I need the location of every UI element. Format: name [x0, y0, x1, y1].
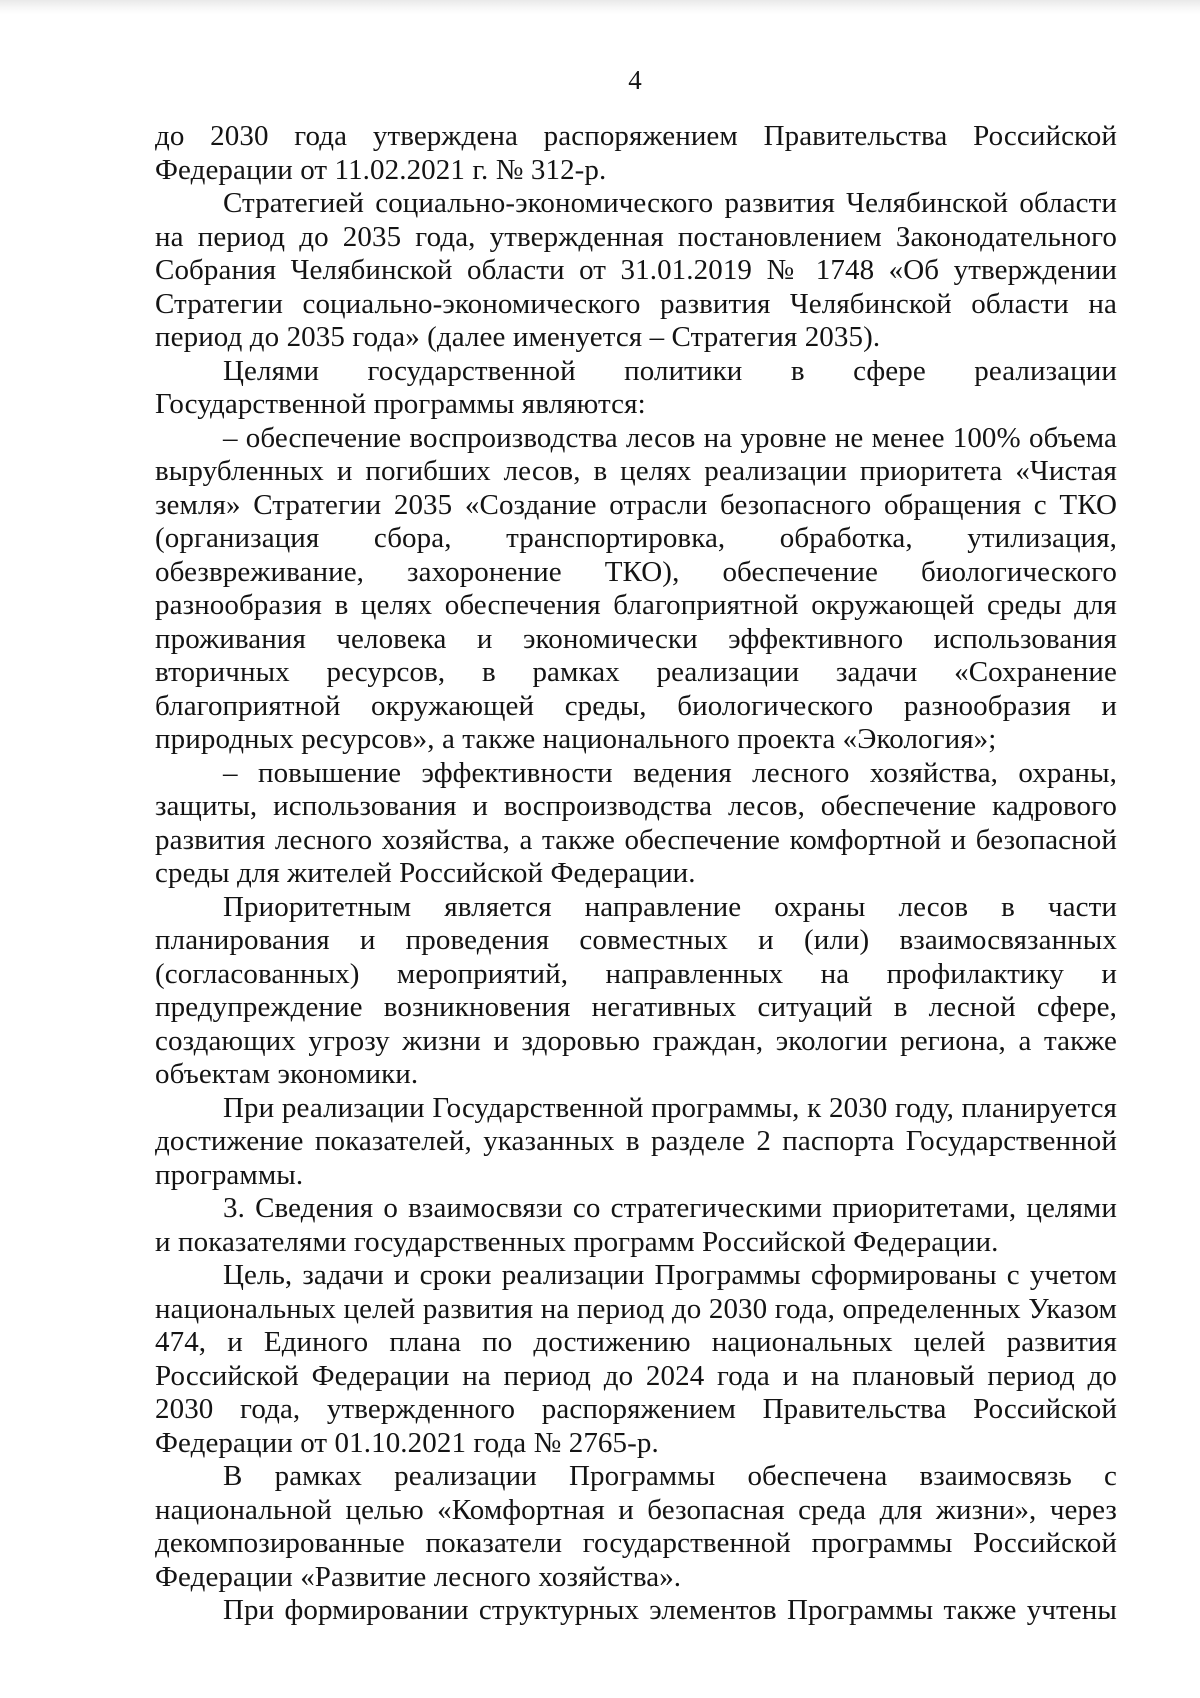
paragraph-continuation: до 2030 года утверждена распоряжением Правительства Российской Федерации от 11.02.2021 г. № 312-р.: [155, 120, 1117, 186]
paragraph-indicators-2030: При реализации Государственной программы, к 2030 году, планируется достижение показателей, указанных в разделе 2 паспорта Государственной программы.: [155, 1091, 1117, 1191]
paragraph-national-goals: Цель, задачи и сроки реализации Программы сформированы с учетом национальных целей развития на период до 2030 года, определенных Указом 474, и Единого плана по достижению национальных целей развития Российской Федерации на период до 2024 года и на плановый период до 2030 года, утвержденного распоряжением Правительства Российской Федерации от 01.10.2021 года № 2765-р.: [155, 1259, 1117, 1459]
paragraph-national-goal-link: В рамках реализации Программы обеспечена взаимосвязь с национальной целью «Комфортная и безопасная среда для жизни», через декомпозированные показатели государственной программы Российской Федерации «Развитие лесного хозяйства».: [155, 1460, 1117, 1593]
paragraph-structural-elements: При формировании структурных элементов Программы также учтены: [223, 1594, 1117, 1626]
section-heading-3: 3. Сведения о взаимосвязи со стратегическими приоритетами, целями и показателями государственных программ Российской Федерации.: [155, 1192, 1117, 1258]
paragraph-policy-goals: Целями государственной политики в сфере реализации Государственной программы являются:: [155, 354, 1117, 420]
scan-edge: [0, 0, 1200, 14]
document-body: [155, 120, 1117, 1628]
paragraph-priority-protection: Приоритетным является направление охраны лесов в части планирования и проведения совместных и (или) взаимосвязанных (согласованных) мероприятий, направленных на профилактику и предупреждение возникновения негативных ситуаций в лесной сфере, создающих угрозу жизни и здоровью граждан, экологии региона, а также объектам экономики.: [155, 890, 1117, 1090]
paragraph-goal-reforestation: – обеспечение воспроизводства лесов на уровне не менее 100% объема вырубленных и погибших лесов, в целях реализации приоритета «Чистая земля» Стратегии 2035 «Создание отрасли безопасного обращения с ТКО (организация сбора, транспортировка, обработка, утилизация, обезвреживание, захоронение ТКО), обеспечение биологического разнообразия в целях обеспечения благоприятной окружающей среды для проживания человека и экономически эффективного использования вторичных ресурсов, в рамках реализации задачи «Сохранение благоприятной окружающей среды, биологического разнообразия и природных ресурсов», а также национального проекта «Экология»;: [155, 421, 1117, 755]
page-number: 4: [628, 65, 642, 95]
paragraph-goal-efficiency: – повышение эффективности ведения лесного хозяйства, охраны, защиты, использования и воспроизводства лесов, обеспечение кадрового развития лесного хозяйства, а также обеспечение комфортной и безопасной среды для жителей Российской Федерации.: [155, 756, 1117, 889]
paragraph-strategy-2035: Стратегией социально-экономического развития Челябинской области на период до 2035 года, утвержденная постановлением Законодательного Собрания Челябинской области от 31.01.2019 № 1748 «Об утверждении Стратегии социально-экономического развития Челябинской области на период до 2035 года» (далее именуется – Стратегия 2035).: [155, 187, 1117, 353]
